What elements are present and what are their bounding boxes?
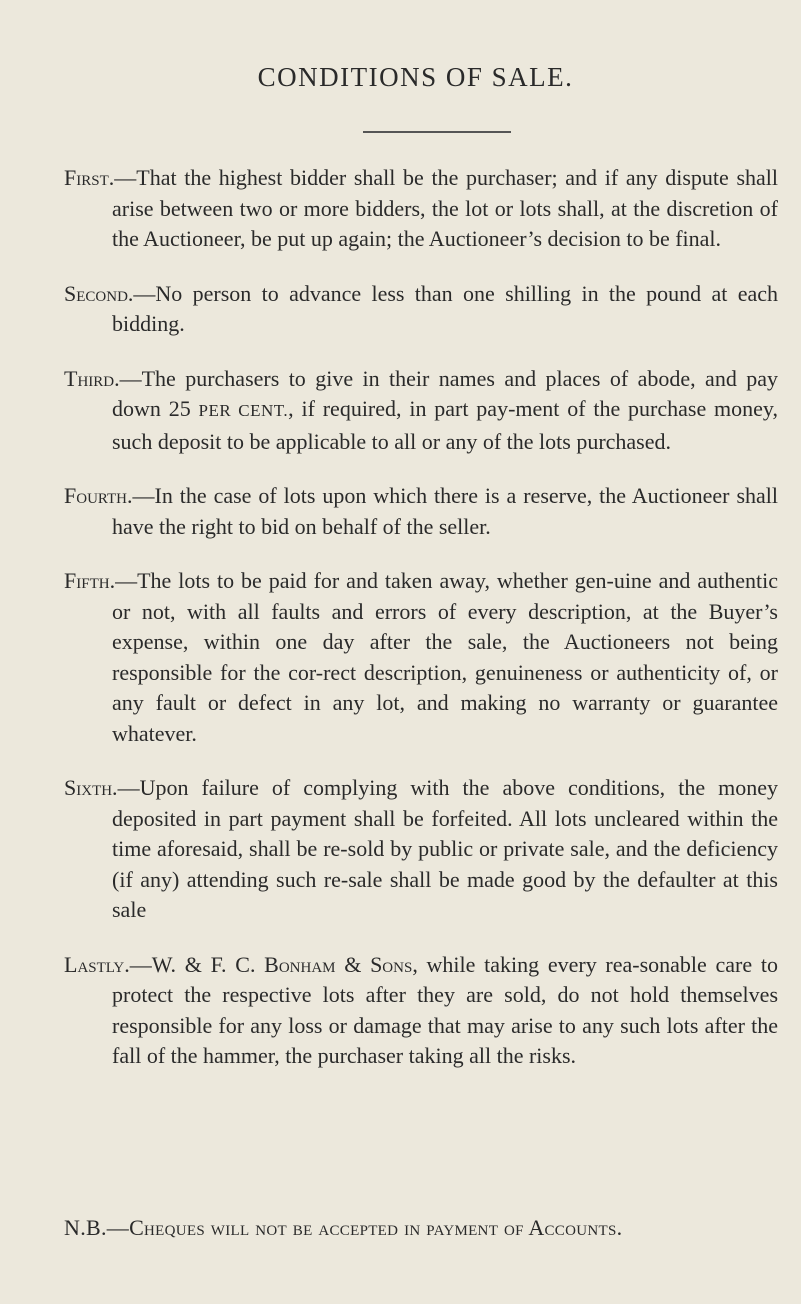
condition-text: —In the case of lots upon which there is a reserve, the Auctioneer shall have the right to bid on behalf of the seller. [112,483,778,539]
conditions-list [64,163,778,1096]
condition-third [64,364,778,458]
condition-lead: Third. [64,365,120,391]
condition-text: —W. & F. C. [129,951,265,977]
condition-fifth [64,566,778,749]
condition-text: —That the highest bidder shall be the purchaser; and if any dispute shall arise between two or more bidders, the lot or lots shall, at the discretion of the Auctioneer, be put up again; the Auctioneer’s decision to be final. [112,165,778,251]
condition-second [64,279,778,340]
condition-fourth [64,481,778,542]
condition-lead: Fifth. [64,568,116,593]
auctioneer-name: Bonham & Sons [264,951,413,977]
condition-text: —The lots to be paid for and taken away, whether gen-uine and authentic or not, with all faults and errors of every description, at the Buyer’s expense, within one day after the sale, the Auctioneers not being responsible for the cor-rect description, genuineness or authenticity of, or any fault or defect in any lot, and making no warranty or guarantee whatever. [112,568,778,746]
page-title: CONDITIONS OF SALE. [257,62,574,92]
condition-text: —Upon failure of complying with the above conditions, the money deposited in part payment shall be forfeited. All lots uncleared within the time aforesaid, shall be re-sold by public or private sale, and the deficiency (if any) attending such re-sale shall be made good by the defaulter at this sale [112,775,778,922]
condition-lead: First. [64,165,115,190]
condition-text-continued: , while taking every rea-sonable care to protect the respective lots after they are sold, do not hold themselves responsible for any loss or damage that may arise to any such lots after the fall of the hammer, the purchaser taking all the risks. [112,951,778,1068]
per-cent-text: PER CENT. [198,401,289,420]
condition-lead: Sixth. [64,775,118,800]
condition-text: —The purchasers to give in their names and places of abode, and pay down 25 [112,365,778,421]
condition-first [64,163,778,255]
condition-lead: Second. [64,280,134,306]
condition-text-continued: , if required, in part pay-ment of the purchase money, such deposit to be applicable to all or any of the lots purchased. [112,396,778,454]
title-rule [363,131,511,133]
condition-lead: Lastly. [64,951,130,977]
nota-bene-prefix: N.B.— [64,1215,130,1240]
condition-sixth [64,773,778,926]
condition-lastly [64,950,778,1072]
nota-bene-text: Cheques will not be accepted in payment of Accounts. [129,1215,623,1240]
condition-lead: Fourth. [64,483,133,508]
condition-text: —No person to advance less than one shilling in the pound at each bidding. [112,280,778,336]
nota-bene [64,1213,794,1243]
